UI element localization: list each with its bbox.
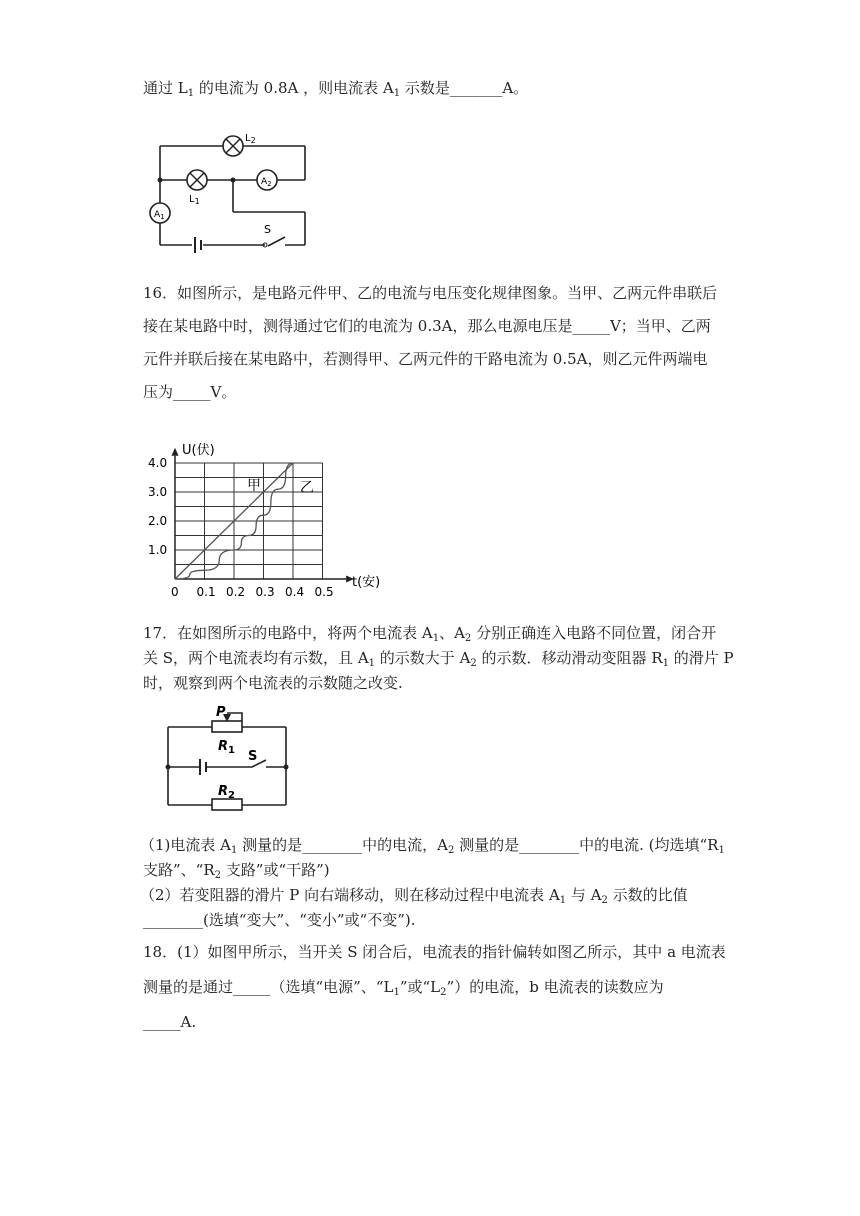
x-tick-label: 0.4 [285, 585, 305, 599]
resistor-r2-icon [212, 799, 242, 810]
resistor-r1-icon [212, 721, 242, 732]
text: （2）若变阻器的滑片 P 向右端移动，则在移动过程中电流表 A [140, 886, 560, 904]
y-axis-arrow [172, 448, 179, 456]
q17-sub2-line-2: ________(选填“变大”、“变小”或“不变”). [143, 911, 416, 929]
junction-dot [284, 765, 289, 770]
x-tick-label: 0.3 [255, 585, 275, 599]
q15-text-line [143, 78, 528, 104]
subscript: 2 [470, 658, 477, 669]
junction-dot [231, 178, 236, 183]
label-s: S [248, 749, 258, 764]
text: （1)电流表 A [140, 836, 231, 854]
q17-text-line-1 [143, 623, 716, 649]
q17-text-line-3: 时，观察到两个电流表的示数随之改变. [143, 674, 403, 692]
text: 测量的是________中的电流. (均选填“R [454, 836, 719, 854]
q17-sub2-line-1 [140, 885, 688, 911]
q18-text-line-1: 18．(1）如图甲所示，当开关 S 闭合后，电流表的指针偏转如图乙所示，其中 a 电流表 [143, 943, 726, 961]
text: 的示数．移动滑动变阻器 R [476, 649, 663, 667]
subscript: 2 [464, 633, 472, 644]
series-label-jia: 甲 [247, 478, 261, 494]
text: 测量的是________中的电流，A [237, 836, 448, 854]
q17-sub1-line-2 [143, 860, 330, 886]
q18-text-line-2 [143, 977, 664, 1003]
q15-circuit-diagram [145, 125, 320, 255]
text: 通过 L [143, 79, 188, 97]
subscript: 2 [214, 870, 222, 881]
subscript: 2 [601, 895, 608, 906]
series-label-yi: 乙 [300, 480, 314, 496]
text: 、A [439, 624, 465, 642]
text: 示数是_______A。 [400, 79, 529, 97]
text: 的滑片 P [669, 649, 734, 667]
text: 与 A [566, 886, 602, 904]
text: 的电流为 0.8A ，则电流表 A [194, 79, 394, 97]
subscript: 1 [662, 658, 669, 669]
subscript: 1 [187, 88, 195, 99]
x-axis-label: t(安) [352, 575, 381, 590]
lamp-l1-icon [187, 170, 207, 190]
subscript: 1 [393, 987, 400, 998]
subscript: 1 [432, 633, 440, 644]
x-tick-label: 0.5 [314, 585, 334, 599]
x-tick-label: 0 [171, 585, 179, 599]
subscript: 1 [231, 845, 238, 856]
text: 的示数大于 A [375, 649, 471, 667]
q17-sub1-line-1 [140, 835, 725, 861]
q16-text-line-3: 元件并联后接在某电路中，若测得甲、乙两元件的干路电流为 0.5A，则乙元件两端电 [143, 350, 708, 368]
y-tick-label: 2.0 [148, 514, 168, 528]
label-a2: $A_2$ [261, 177, 272, 188]
label-a1: $A_1$ [154, 210, 165, 221]
y-axis-label: U(伏) [182, 443, 215, 458]
label-l2: $L_2$ [245, 133, 256, 145]
x-tick-label: 0.1 [196, 585, 216, 599]
text: 17．在如图所示的电路中，将两个电流表 A [143, 624, 433, 642]
q16-text-line-1: 16．如图所示，是电路元件甲、乙的电流与电压变化规律图象。当甲、乙两元件串联后 [143, 284, 718, 302]
subscript: 2 [447, 845, 455, 856]
label-s: S [264, 223, 271, 236]
y-tick-label: 3.0 [148, 485, 168, 499]
junction-dot [166, 765, 171, 770]
q18-text-line-3: _____A. [143, 1013, 197, 1031]
subscript: 1 [559, 895, 567, 906]
q17-circuit-diagram [160, 700, 295, 812]
text: 分别正确连入电路不同位置，闭合开 [471, 624, 717, 642]
label-l1: $L_1$ [189, 194, 200, 206]
text: ”）的电流，b 电流表的读数应为 [446, 978, 664, 996]
x-tick-label: 0.2 [226, 585, 246, 599]
subscript: 2 [440, 987, 447, 998]
q16-text-line-4: 压为_____V。 [143, 383, 237, 401]
q16-text-line-2: 接在某电路中时，测得通过它们的电流为 0.3A，那么电源电压是_____V；当甲、乙两 [143, 317, 711, 335]
text: 支路”、“R [143, 861, 215, 879]
text: 示数的比值 [607, 886, 688, 904]
q16-u-i-chart [140, 432, 400, 602]
subscript: 1 [718, 845, 725, 856]
junction-dot [158, 178, 163, 183]
text: 支路”或“干路”) [221, 861, 330, 879]
label-r2: $R_2$ [218, 784, 235, 801]
q17-text-line-2 [143, 648, 734, 674]
text: ”或“L [399, 978, 441, 996]
y-tick-label: 4.0 [148, 456, 168, 470]
text: 测量的是通过_____（选填“电源”、“L [143, 978, 394, 996]
text: 关 S，两个电流表均有示数，且 A [143, 649, 369, 667]
subscript: 1 [393, 88, 401, 99]
label-p: P [216, 705, 226, 720]
label-r1: $R_1$ [218, 739, 235, 756]
lamp-l2-icon [223, 136, 243, 156]
subscript: 1 [368, 658, 376, 669]
y-tick-label: 1.0 [148, 543, 168, 557]
